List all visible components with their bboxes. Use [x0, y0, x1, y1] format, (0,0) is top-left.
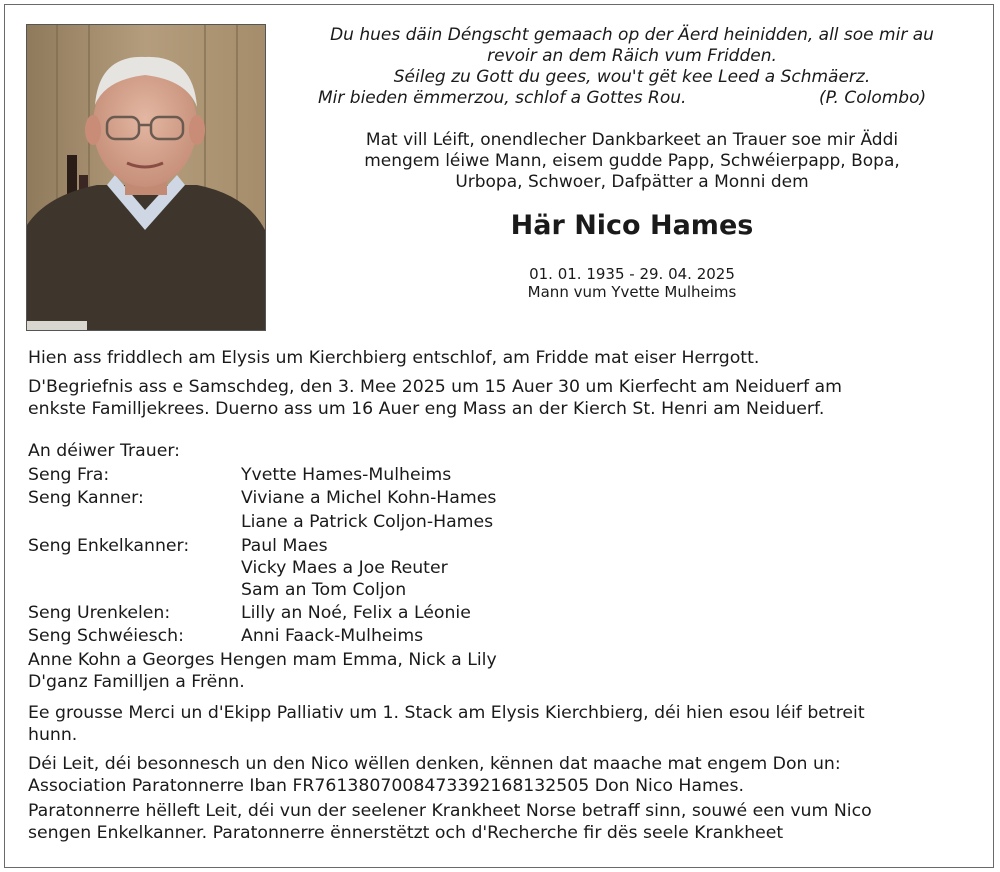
spouse-line: Mann vum Yvette Mulheims — [527, 283, 737, 301]
life-dates: 01. 01. 1935 - 29. 04. 2025 — [529, 265, 735, 283]
grandchild-entry: Vicky Maes a Joe Reuter — [241, 558, 448, 578]
poem-line-1: Du hues däin Déngscht gemaach op der Äerd heinidden, all soe mir au — [330, 25, 934, 45]
wife-name: Yvette Hames-Mulheims — [241, 465, 452, 485]
sister-in-law-label: Seng Schwéiesch: — [28, 626, 184, 646]
donation-line-2: Association Paratonnerre Iban FR7613807008473392168132505 Don Nico Hames. — [28, 776, 744, 796]
intro-line-2: mengem léiwe Mann, eisem gudde Papp, Schwéierpapp, Bopa, — [364, 151, 900, 171]
donation-line-1: Déi Leit, déi besonnesch un den Nico wëllen denken, kënnen dat maache mat engem Don un: — [28, 754, 841, 774]
funeral-line-1: D'Begriefnis ass e Samschdeg, den 3. Mee 2025 um 15 Auer 30 um Kierfecht am Neiduerf am — [28, 377, 842, 397]
poem-author: (P. Colombo) — [819, 88, 927, 108]
grandchild-entry: Paul Maes — [241, 536, 328, 556]
grandchildren-label: Seng Enkelkanner: — [28, 536, 190, 556]
sister-in-law-name: Anni Faack-Mulheims — [241, 626, 424, 646]
portrait-photo — [26, 24, 266, 331]
great-grandchildren-names: Lilly an Noé, Felix a Léonie — [241, 603, 471, 623]
intro-line-1: Mat vill Léift, onendlecher Dankbarkeet an Trauer soe mir Äddi — [365, 130, 899, 150]
poem-line-2: revoir an dem Räich vum Fridden. — [487, 46, 777, 66]
children-label: Seng Kanner: — [28, 488, 144, 508]
thanks-line-1: Ee grousse Merci un d'Ekipp Palliativ um 1. Stack am Elysis Kierchbierg, déi hien esou léif betreit — [28, 703, 865, 723]
mourners-heading: An déiwer Trauer: — [28, 441, 180, 461]
poem-line-4: Mir bieden ëmmerzou, schlof a Gottes Rou. — [318, 88, 687, 108]
poem-line-3: Séileg zu Gott du gees, wou't gët kee Leed a Schmäerz. — [393, 67, 871, 87]
great-grandchildren-label: Seng Urenkelen: — [28, 603, 171, 623]
intro-line-3: Urbopa, Schwoer, Dafpätter a Monni dem — [455, 172, 809, 192]
child-entry: Viviane a Michel Kohn-Hames — [241, 488, 497, 508]
child-entry: Liane a Patrick Coljon-Hames — [241, 512, 494, 532]
death-notice-text: Hien ass friddlech am Elysis um Kierchbierg entschlof, am Fridde mat eiser Herrgott. — [28, 348, 760, 368]
deceased-name: Här Nico Hames — [510, 210, 754, 241]
paratonnerre-line-2: sengen Enkelkanner. Paratonnerre ënnerstëtzt och d'Recherche fir dës seele Krankheet — [28, 823, 784, 843]
paratonnerre-line-1: Paratonnerre hëlleft Leit, déi vun der seelener Krankheet Norse betraff sinn, souwé een vum Nico — [28, 801, 872, 821]
family-friends: D'ganz Familljen a Frënn. — [28, 672, 245, 692]
other-mourners: Anne Kohn a Georges Hengen mam Emma, Nick a Lily — [28, 650, 497, 670]
funeral-line-2: enkste Familljekrees. Duerno ass um 16 Auer eng Mass an der Kierch St. Henri am Neiduerf. — [28, 399, 825, 419]
wife-label: Seng Fra: — [28, 465, 110, 485]
thanks-line-2: hunn. — [28, 725, 78, 745]
grandchild-entry: Sam an Tom Coljon — [241, 580, 407, 600]
